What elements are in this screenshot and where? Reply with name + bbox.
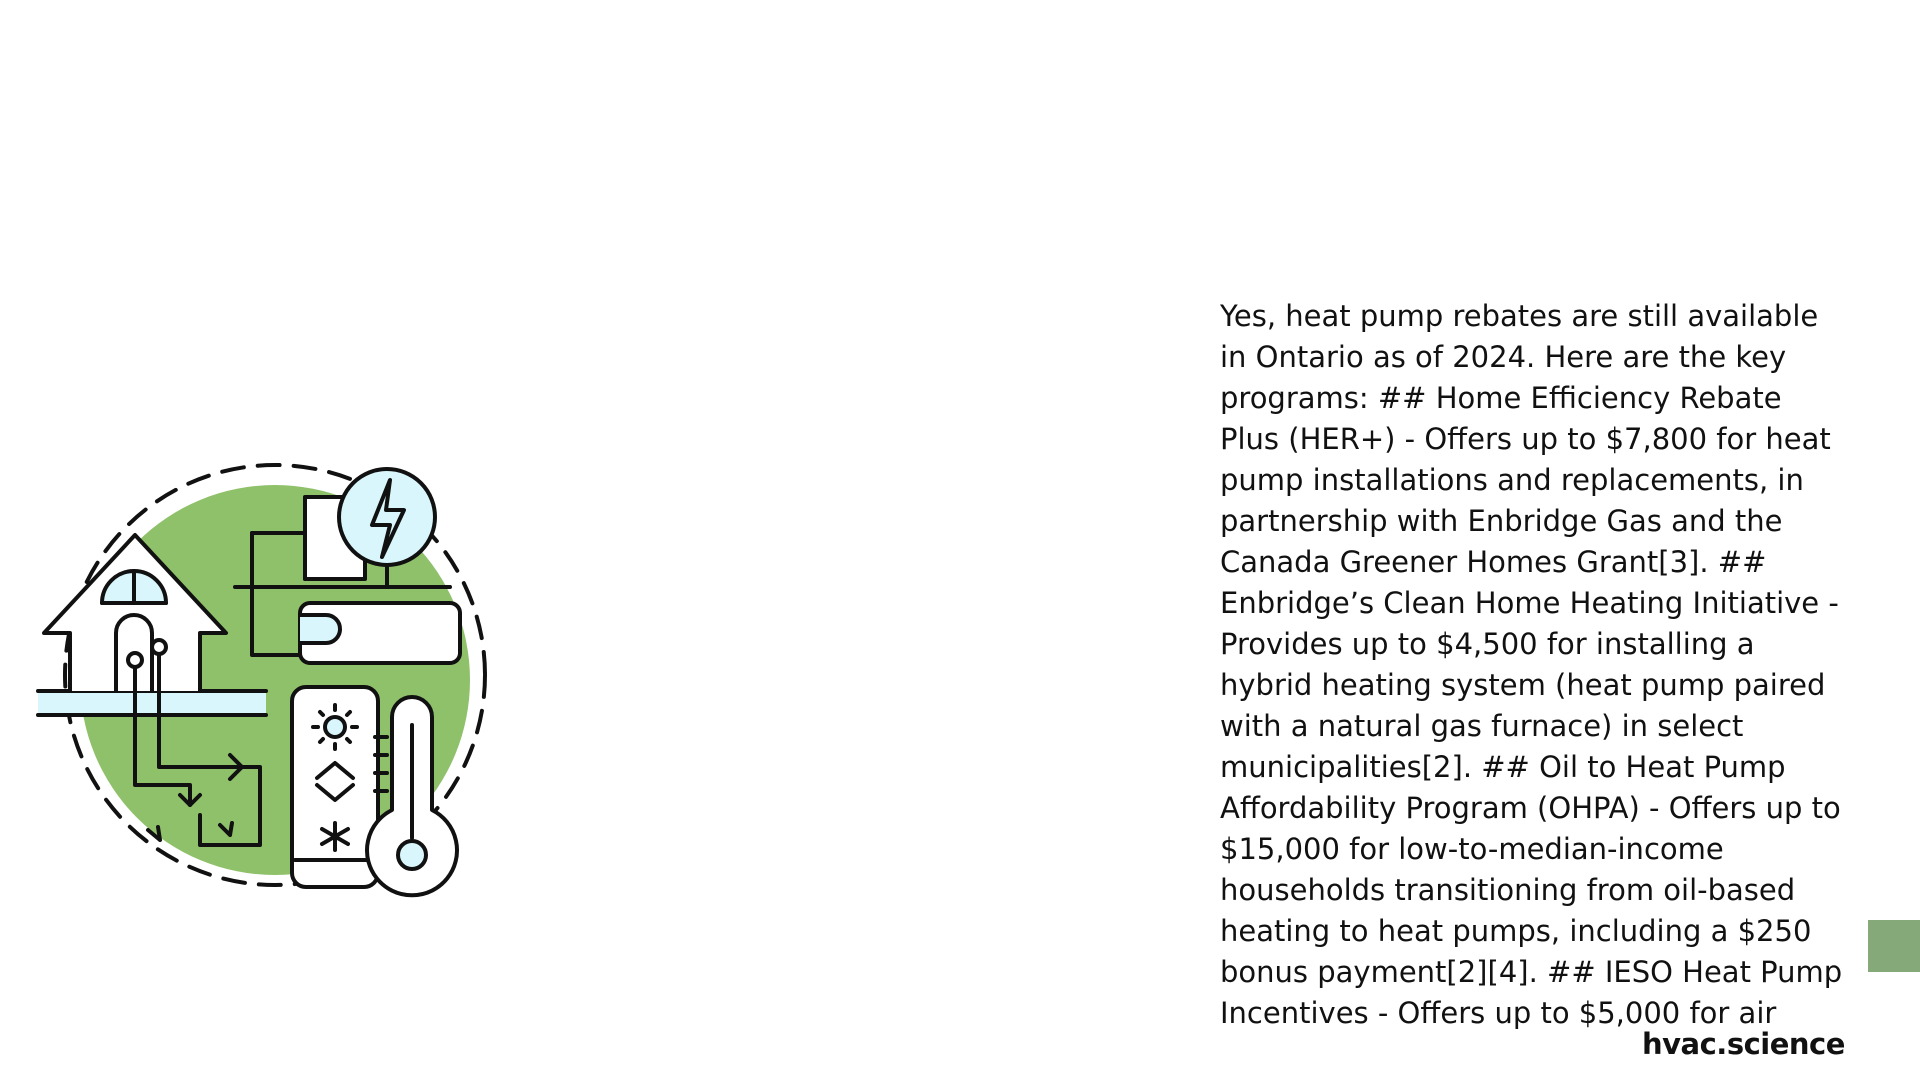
heat-pump-illustration — [30, 455, 500, 905]
brand-logo-text: hvac.science — [1642, 1027, 1845, 1061]
sun-icon — [313, 705, 357, 749]
accent-square — [1868, 920, 1920, 972]
ground-band — [38, 693, 266, 713]
article-body: Yes, heat pump rebates are still available in Ontario as of 2024. Here are the key programs: ## Home Efficiency Rebate Plus (HER+) - Offers up to $7,800 for heat pump installations and replacements, in partnership with Enbridge Gas and the Canada Greener Homes Grant[3]. ## Enbridge’s Clean Home Heating Initiative - Provides up to $4,500 for installing a hybrid heating system (heat pump paired with a natural gas furnace) in select municipalities[2]. ## Oil to Heat Pump Affordability Program (OHPA) - Offers up to $15,000 for low-to-median-income households transitioning from oil-based heating to heat pumps, including a $250 bonus payment[2][4]. ## IESO Heat Pump Incentives - Offers up to $5,000 for air — [1220, 299, 1843, 1030]
